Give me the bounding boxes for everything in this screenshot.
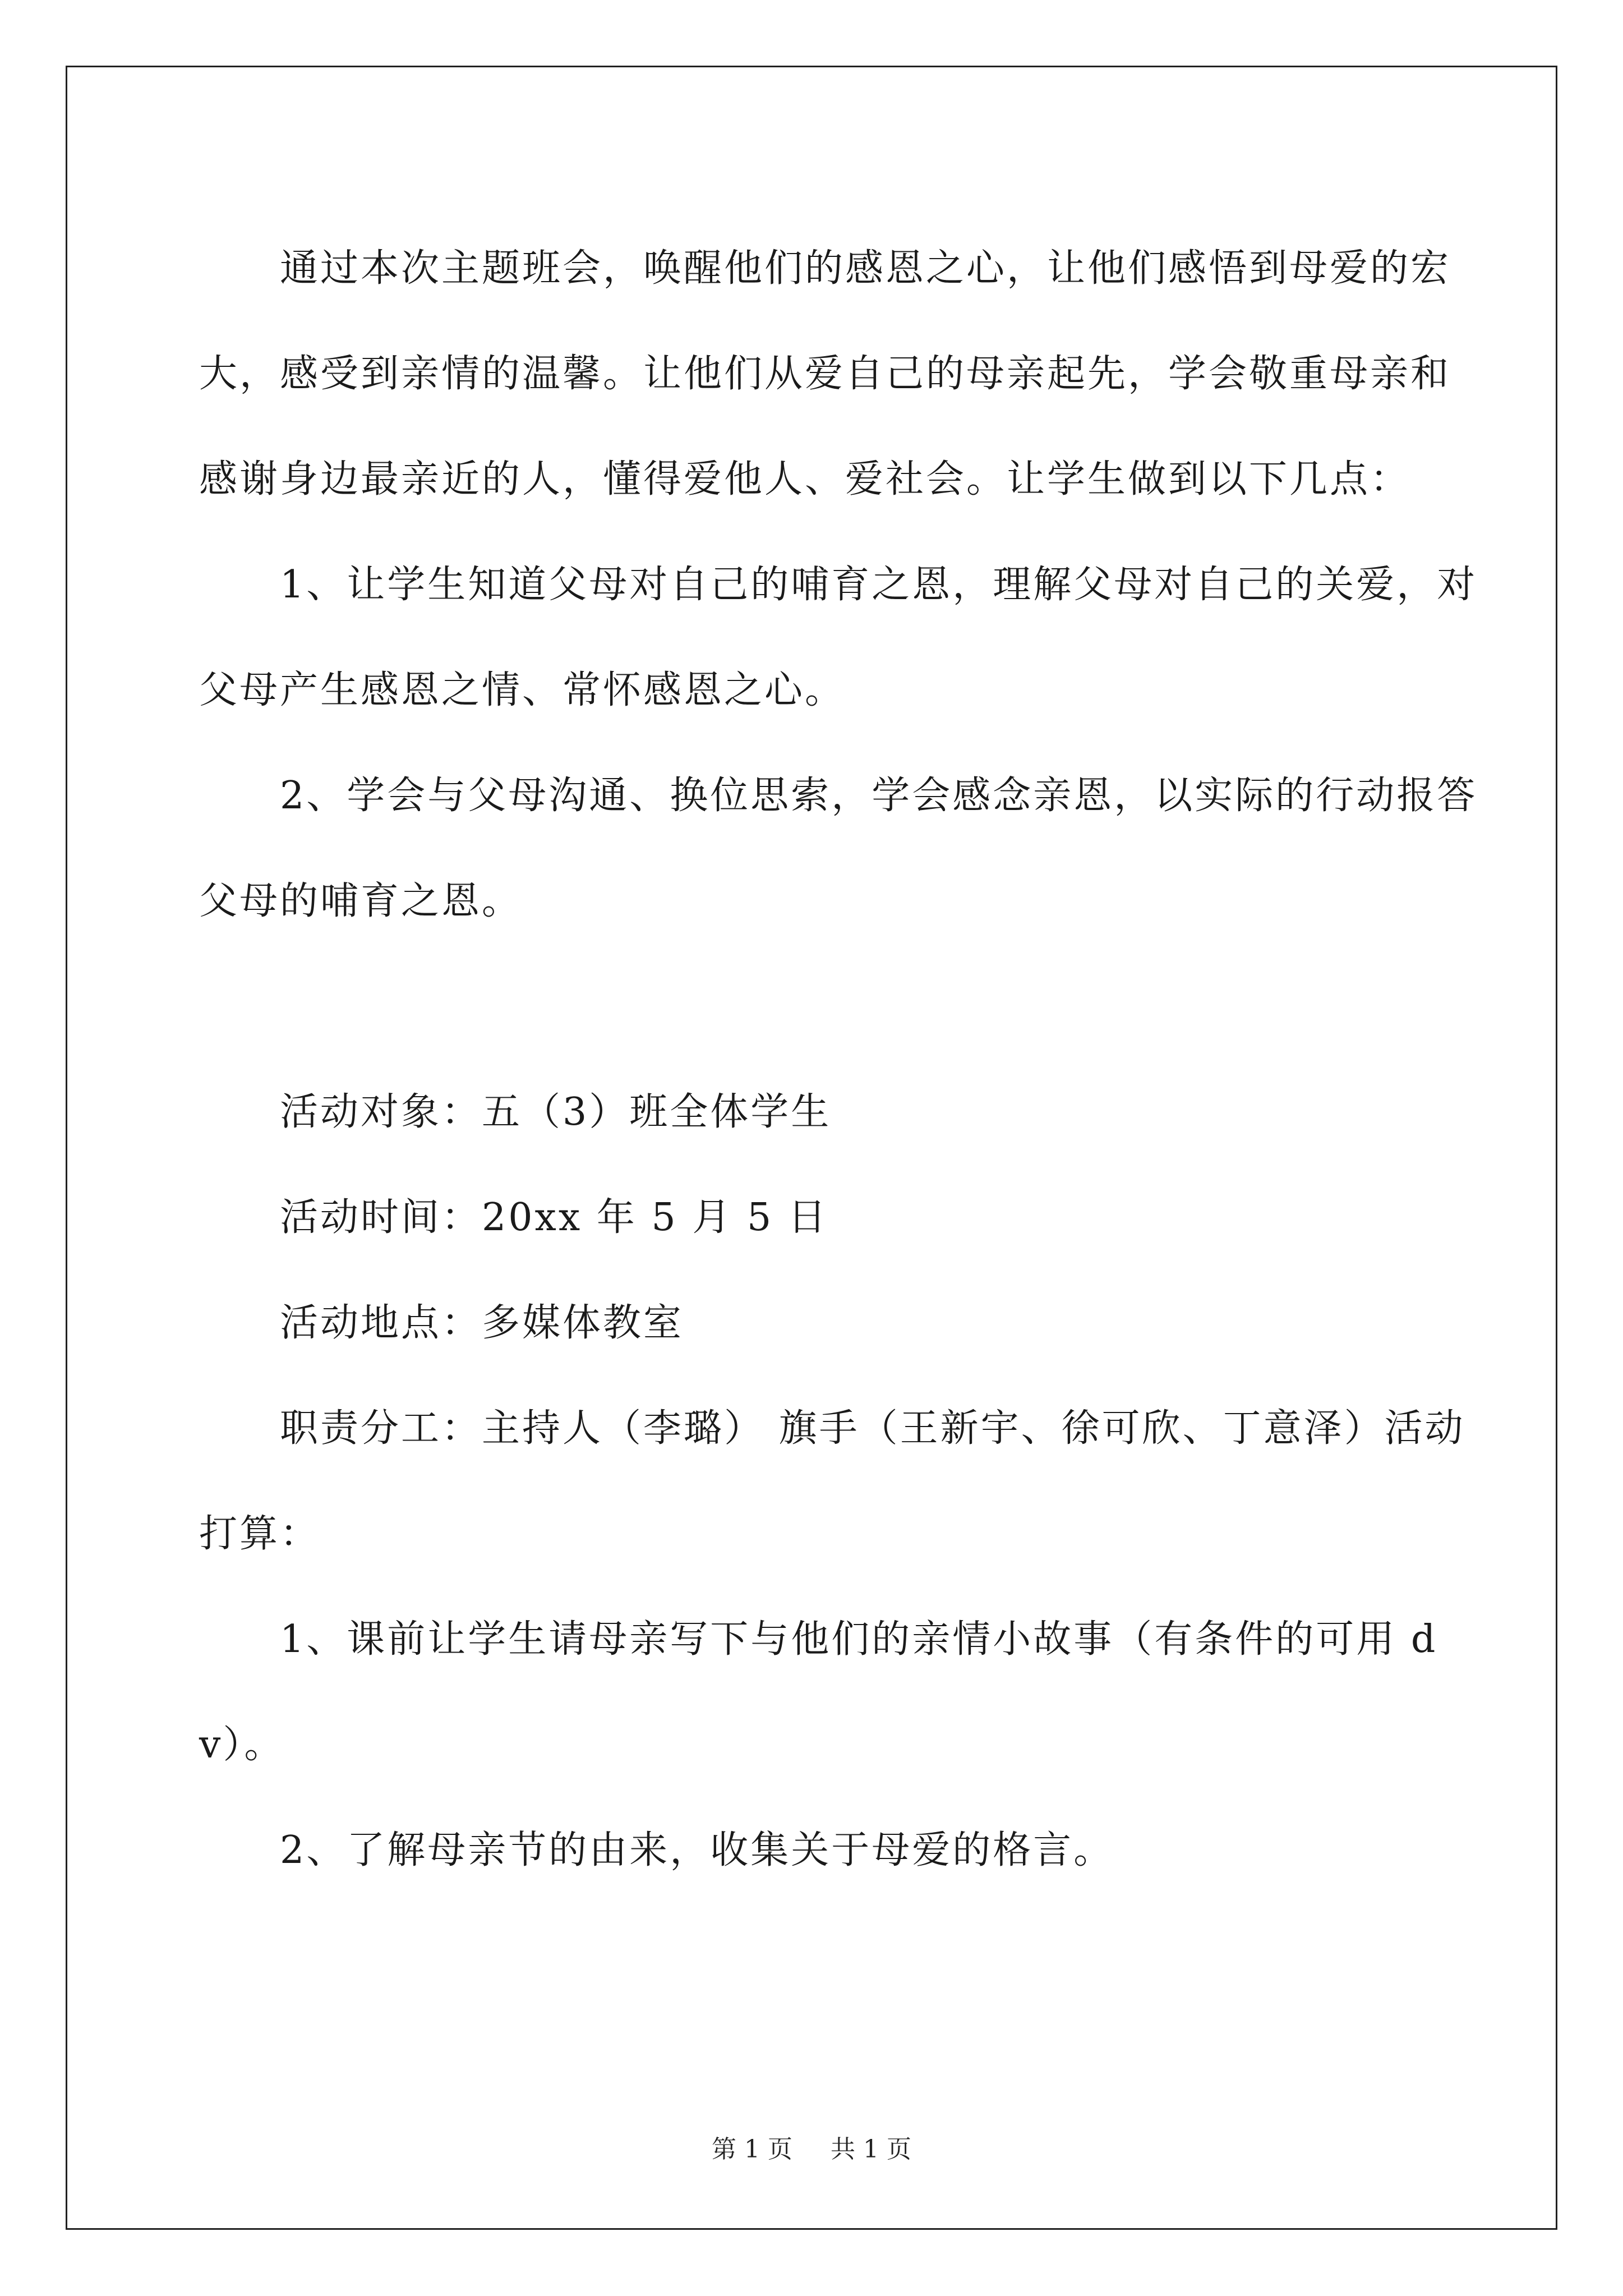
paragraph-plan-1: 1、课前让学生请母亲写下与他们的亲情小故事（有条件的可用 dv）。	[199, 1617, 1438, 1767]
paragraph-goal-1: 1、让学生知道父母对自己的哺育之恩，理解父母对自己的关爱，对父母产生感恩之情、常怀感恩之心。	[199, 563, 1478, 712]
paragraph-goal-2: 2、学会与父母沟通、换位思索，学会感念亲恩，以实际的行动报答父母的哺育之恩。	[199, 774, 1478, 923]
page-number: 第 1 页	[712, 2135, 792, 2164]
paragraph-plan-2: 2、了解母亲节的由来，收集关于母爱的格言。	[280, 1828, 1114, 1872]
paragraph-intro: 通过本次主题班会，唤醒他们的感恩之心，让他们感悟到母爱的宏大，感受到亲情的温馨。让他们从爱自己的母亲起先，学会敬重母亲和感谢身边最亲近的人，懂得爱他人、爱社会。让学生做到以下几点：	[199, 246, 1451, 501]
paragraph-responsibilities: 职责分工：主持人（李璐） 旗手（王新宇、徐可欣、丁意泽）活动打算：	[199, 1406, 1465, 1556]
page-total: 共 1 页	[831, 2135, 911, 2164]
paragraph-activity-place: 活动地点：多媒体教室	[280, 1301, 684, 1345]
paragraph-activity-target: 活动对象：五（3）班全体学生	[280, 1090, 832, 1134]
document-body	[199, 216, 1478, 1903]
page-footer	[0, 2129, 1623, 2165]
paragraph-activity-time: 活动时间：20xx 年 5 月 5 日	[280, 1195, 828, 1240]
